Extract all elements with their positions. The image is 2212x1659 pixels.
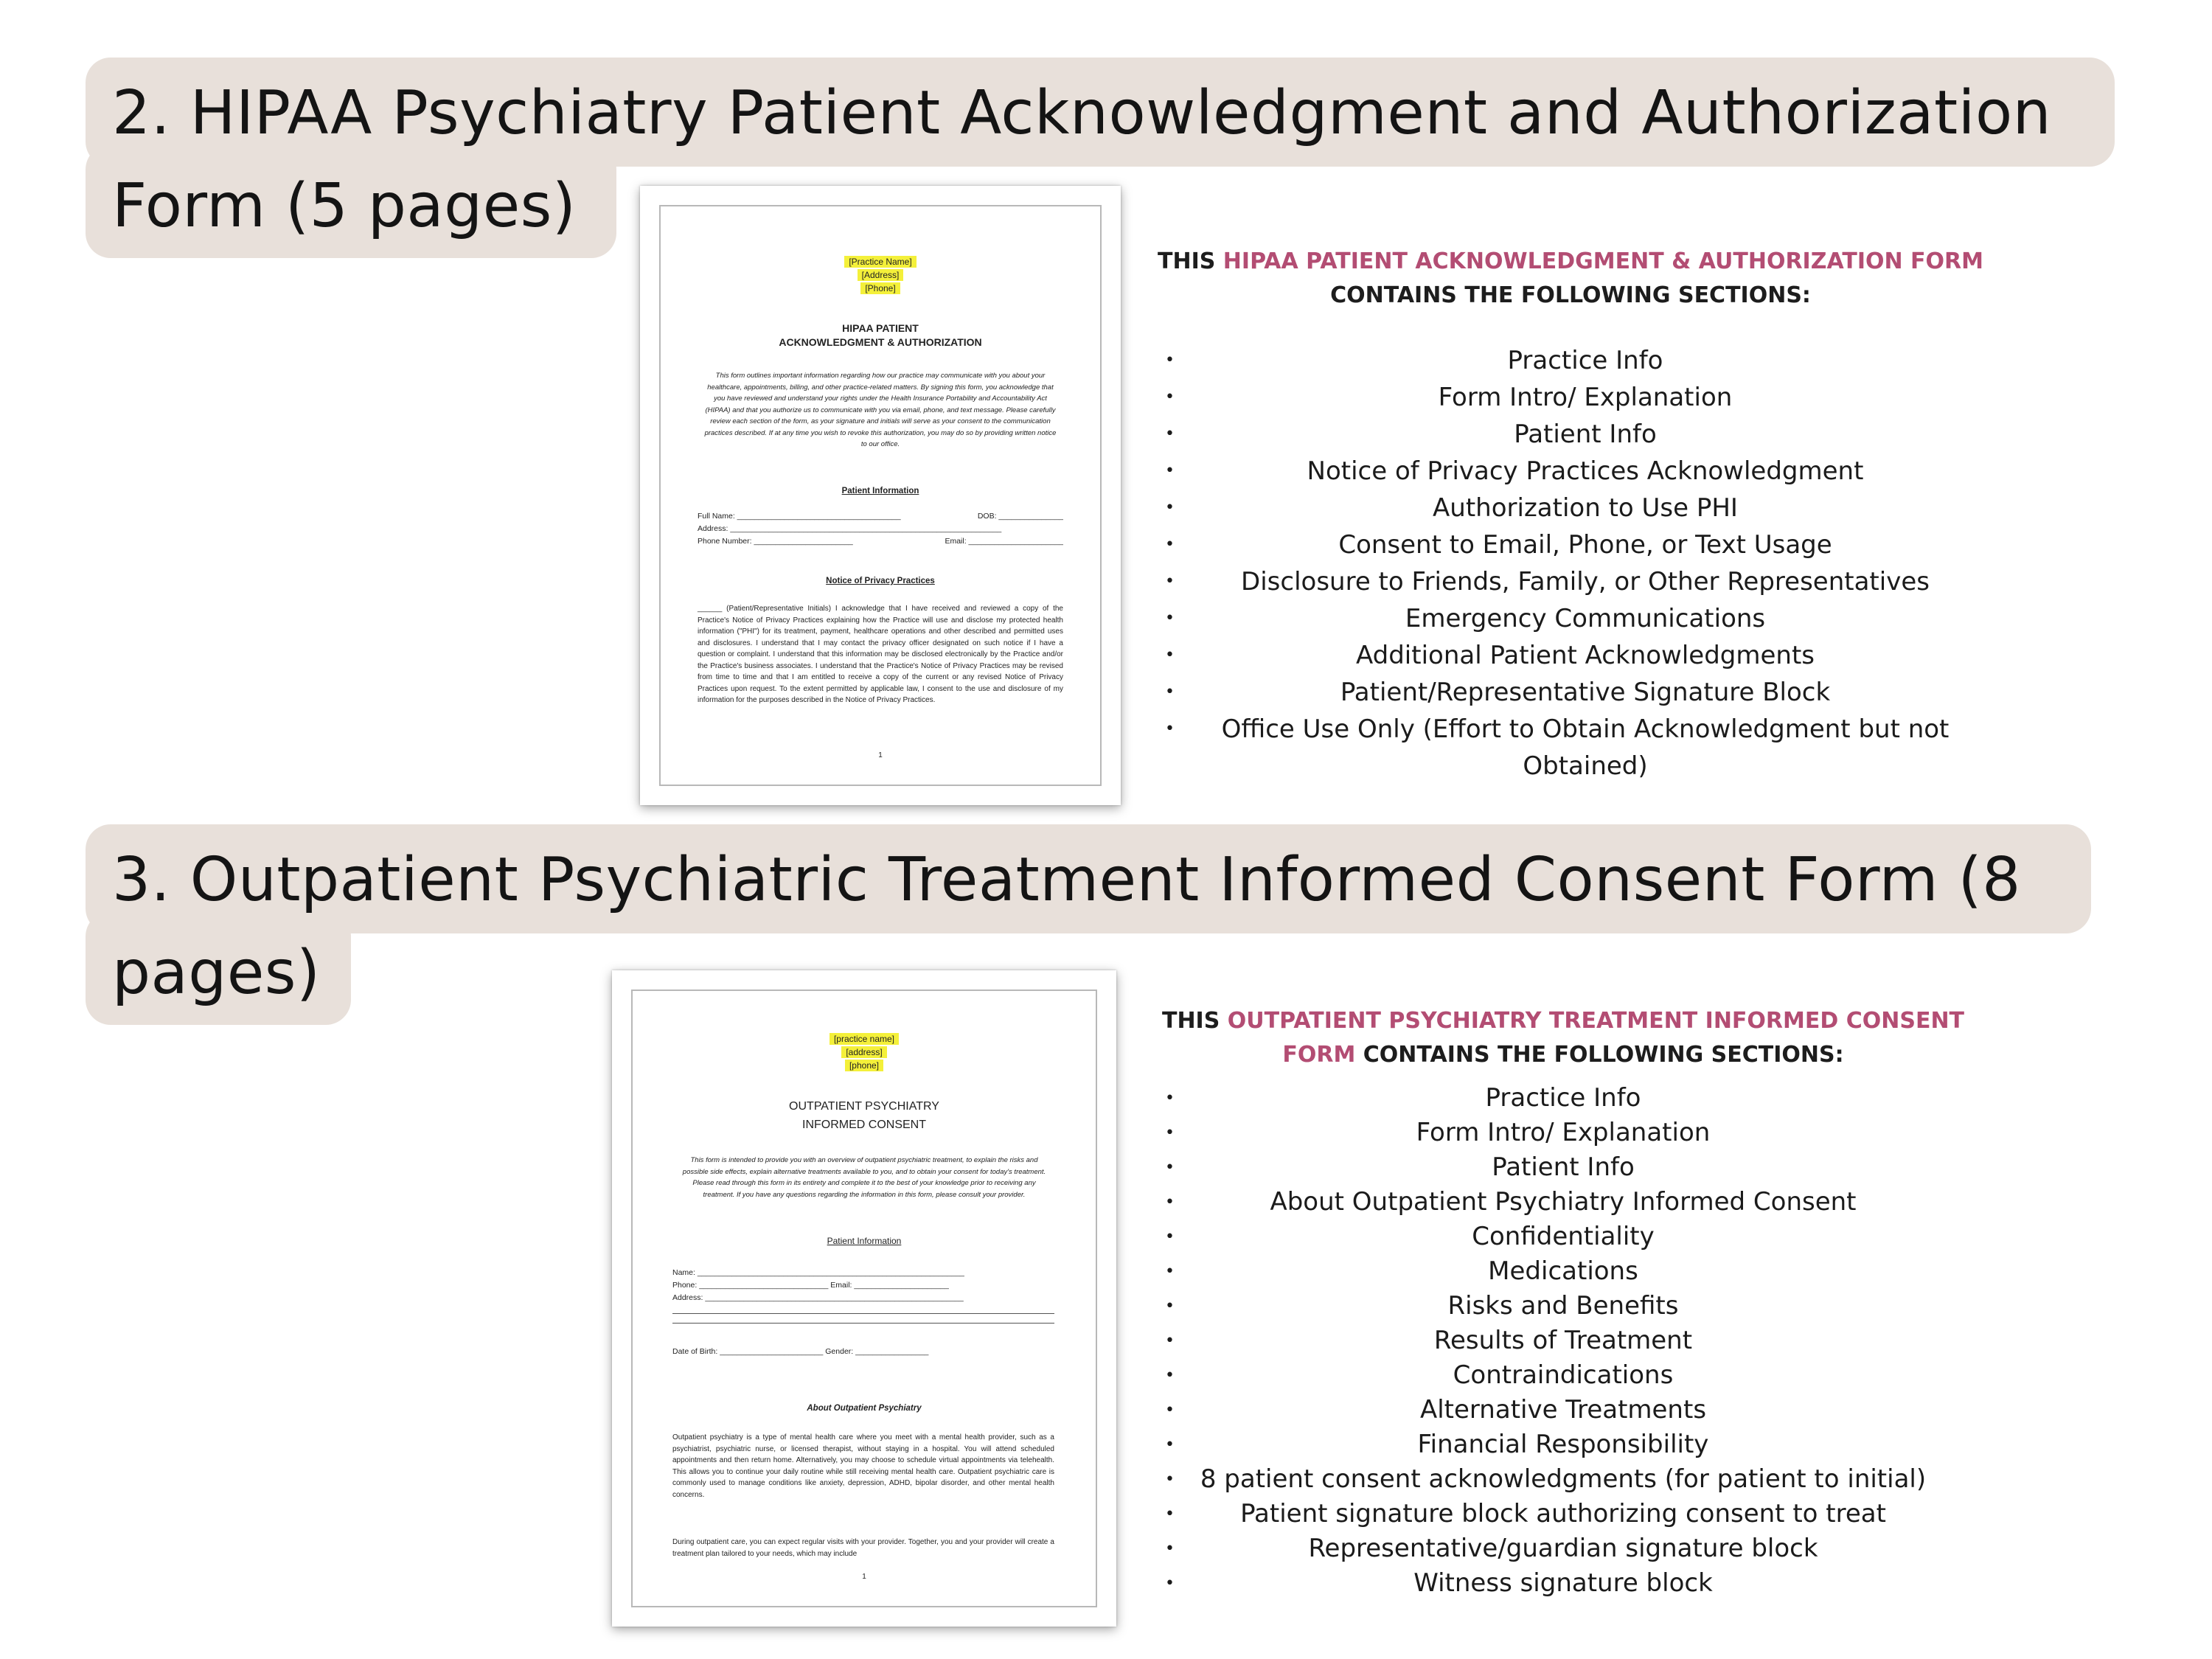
bullet-icon: •	[1165, 1436, 1175, 1454]
section-list-item-text: Office Use Only (Effort to Obtain Acknowledgment but not	[1221, 714, 1950, 744]
section3-heading-line1: 3. Outpatient Psychiatric Treatment Informed Consent Form (8	[112, 845, 2021, 915]
section2-sections-title: THIS HIPAA PATIENT ACKNOWLEDGMENT & AUTHORIZATION FORM CONTAINS THE FOLLOWING SECTIONS:	[1158, 248, 1983, 308]
section-list-item-text: Patient signature block authorizing consent to treat	[1240, 1499, 1886, 1528]
section-list-item	[1165, 379, 2006, 416]
form-title-line2: INFORMED CONSENT	[802, 1119, 926, 1131]
section2-heading-line1: 2. HIPAA Psychiatry Patient Acknowledgment and Authorization	[112, 78, 2052, 148]
section-list-item-text: Notice of Privacy Practices Acknowledgment	[1307, 456, 1864, 486]
bullet-icon: •	[1165, 1297, 1175, 1315]
section-list-item-text: Results of Treatment	[1433, 1326, 1693, 1355]
section-list-item	[1165, 526, 2006, 563]
bullet-icon: •	[1165, 1089, 1175, 1107]
bullet-icon: •	[1165, 609, 1175, 627]
field-address: Address: _______________________________________________________________	[698, 524, 1002, 533]
section-list-item-text: Authorization to Use PHI	[1433, 493, 1738, 523]
field-dob: Date of Birth: ________________________ Gender: _________________	[672, 1347, 929, 1356]
section-list-item	[1165, 342, 2006, 379]
section-list-item-text: Witness signature block	[1413, 1568, 1713, 1598]
form-name-accent: OUTPATIENT PSYCHIATRY TREATMENT INFORMED CONSENT	[1227, 1008, 1965, 1034]
section-list-item-text: Practice Info	[1485, 1083, 1641, 1113]
section-list-item-text: Medications	[1488, 1256, 1638, 1286]
bullet-icon: •	[1165, 535, 1175, 554]
form-title-line1: OUTPATIENT PSYCHIATRY	[789, 1100, 939, 1113]
section-list-item	[1150, 1150, 1976, 1185]
about-body: Outpatient psychiatry is a type of mental health care where you meet with a mental health provider, such as a psychiatrist, psychiatric nurse, or licensed therapist, without staying in a hospital. You will attend scheduled appointments and then return home. Alternatively, you may choose to schedule virtual appointments via telehealth. This allows you to continue your daily routine while still receiving mental health care. Outpatient psychiatric care is commonly used to manage conditions like anxiety, depression, ADHD, bipolar disorder, and other mental health concerns.	[672, 1433, 1054, 1499]
section-list-item	[1150, 1427, 1976, 1462]
bullet-icon: •	[1165, 683, 1175, 701]
section-list-item	[1165, 600, 2006, 637]
section-list-item-text: Contraindications	[1453, 1360, 1674, 1390]
section-list-item	[1150, 1081, 1976, 1116]
section-list-item	[1165, 563, 2006, 600]
privacy-heading: Notice of Privacy Practices	[826, 577, 935, 585]
bullet-icon: •	[1165, 572, 1175, 591]
phone-placeholder: [Phone]	[860, 282, 900, 294]
section-list-item	[1165, 637, 2006, 674]
section-list-item	[1150, 1324, 1976, 1358]
bullet-icon: •	[1165, 1470, 1175, 1489]
form-intro-text: This form outlines important information regarding how our practice may communicate with you about your healthcare, appointments, billing, and other practice-related matters. By signing this form, you acknowledge that you have reviewed and understand your rights under the Health Insurance Portability and Accountability Act (HIPAA) and that you authorize us to communicate with you via email, phone, and text message. Please carefully review each section of the form, as your signature and initials will serve as your consent to the communication practices described. If at any time you wish to revoke this authorization, you may do so by providing written notice to our office.	[704, 372, 1057, 448]
section-list-item	[1165, 748, 2006, 785]
section-list-item-text: Form Intro/ Explanation	[1416, 1118, 1711, 1147]
section-list-item-text: Representative/guardian signature block	[1308, 1534, 1818, 1563]
section-list-item	[1150, 1566, 1976, 1601]
section-list-item-text: Patient Info	[1492, 1152, 1635, 1182]
hipaa-form-page-border	[659, 205, 1102, 786]
section-list-item	[1150, 1254, 1976, 1289]
page-number: 1	[862, 1573, 866, 1581]
section-list-item-text: Risks and Benefits	[1447, 1291, 1679, 1321]
bullet-icon: •	[1165, 462, 1175, 480]
page-number: 1	[878, 751, 883, 759]
bullet-icon: •	[1165, 1158, 1175, 1177]
consent-form-page-border	[631, 990, 1097, 1607]
bullet-icon: •	[1165, 1332, 1175, 1350]
section-list-item-text: Practice Info	[1507, 346, 1663, 375]
bullet-icon: •	[1165, 1193, 1175, 1211]
section-list-item	[1150, 1358, 1976, 1393]
section-list-item-text: Patient/Representative Signature Block	[1340, 678, 1831, 707]
about-body-2: During outpatient care, you can expect regular visits with your provider. Together, you and your provider will create a treatment plan tailored to your needs, which may include	[672, 1538, 1054, 1558]
section-list-item-text: Consent to Email, Phone, or Text Usage	[1338, 530, 1832, 560]
field-address: Address: ____________________________________________________________	[672, 1293, 964, 1302]
section-list-item-text: Obtained)	[1523, 751, 1648, 781]
bullet-icon: •	[1165, 1262, 1175, 1281]
form-intro-text: This form is intended to provide you with an overview of outpatient psychiatric treatment, to explain the risks and possible side effects, explain alternative treatments available to you, and to obtain your consent for today's treatment. Please read through this form in its entirety and complete it to the best of your knowledge prior to receiving any treatment. If you have any questions regarding the information in this form, please consult your provider.	[682, 1156, 1046, 1199]
field-name: Name: ______________________________________________________________	[672, 1268, 964, 1277]
section3-list	[1150, 1081, 1976, 1601]
section-list-item	[1150, 1393, 1976, 1427]
section-list-item	[1150, 1531, 1976, 1566]
section-list-item-text: Confidentiality	[1472, 1222, 1655, 1251]
section-list-item-text: 8 patient consent acknowledgments (for patient to initial)	[1200, 1464, 1927, 1494]
bullet-icon: •	[1165, 1366, 1175, 1385]
section-list-item	[1150, 1462, 1976, 1497]
section-list-item-text: Emergency Communications	[1405, 604, 1766, 633]
patient-info-heading: Patient Information	[841, 487, 919, 495]
bullet-icon: •	[1165, 351, 1175, 369]
section-list-item	[1165, 711, 2006, 748]
section-list-item-text: Alternative Treatments	[1419, 1395, 1707, 1425]
address-placeholder: [Address]	[858, 269, 904, 281]
section-list-item-text: Financial Responsibility	[1417, 1430, 1709, 1459]
privacy-body: ______ (Patient/Representative Initials) I acknowledge that I have received and reviewed a copy of the Practice's Notice of Privacy Practices explaining how the Practice will use and disclose my protected health information ("PHI") for its treatment, payment, healthcare operations and other described and permitted uses and disclosures. I understand that I may contact the privacy officer designated on such notice if I have a question or complaint. I understand that this information may be disclosed electronically by the Practice and/or the Practice's business associates. I understand that the Practice's Notice of Privacy Practices may be revised from time to time and that I am entitled to receive a copy of the current or any revised Notice of Privacy Practices upon request. To the extent permitted by applicable law, I consent to the use and disclosure of my information for the purposes described in the Notice of Privacy Practices.	[698, 605, 1063, 704]
section2-heading-line2: Form (5 pages)	[112, 171, 577, 241]
section-list-item-text: Additional Patient Acknowledgments	[1355, 641, 1815, 670]
practice-name-placeholder: [practice name]	[830, 1033, 899, 1045]
section3-sections-title: THIS OUTPATIENT PSYCHIATRY TREATMENT INFORMED CONSENT FORM CONTAINS THE FOLLOWING SECTIONS:	[1161, 1008, 1965, 1068]
section3-heading-line2: pages)	[112, 938, 321, 1008]
section-list-item	[1150, 1497, 1976, 1531]
bullet-icon: •	[1165, 498, 1175, 517]
bullet-icon: •	[1165, 1228, 1175, 1246]
field-full-name: Full Name: ______________________________________	[698, 512, 901, 521]
address-placeholder: [address]	[841, 1046, 886, 1058]
bullet-icon: •	[1165, 720, 1175, 738]
section2-list	[1165, 342, 2006, 785]
field-phone: Phone Number: _______________________	[698, 537, 853, 546]
consent-form-preview	[612, 970, 1116, 1627]
about-heading: About Outpatient Psychiatry	[807, 1404, 922, 1413]
form-title-line2: ACKNOWLEDGMENT & AUTHORIZATION	[779, 336, 982, 348]
field-email: Email: ______________________	[945, 537, 1063, 546]
phone-placeholder: [phone]	[845, 1060, 883, 1071]
section-list-item	[1150, 1185, 1976, 1220]
section-list-item	[1150, 1289, 1976, 1324]
bullet-icon: •	[1165, 646, 1175, 664]
field-phone: Phone: ______________________________ Email: ______________________	[672, 1281, 949, 1290]
bullet-icon: •	[1165, 1574, 1175, 1593]
section-list-item-text: Patient Info	[1514, 420, 1657, 449]
form-name-accent: HIPAA PATIENT ACKNOWLEDGMENT & AUTHORIZATION FORM	[1222, 248, 1983, 274]
section-list-item	[1150, 1220, 1976, 1254]
form-title-line1: HIPAA PATIENT	[842, 322, 919, 334]
section-list-item-text: About Outpatient Psychiatry Informed Consent	[1270, 1187, 1857, 1217]
bullet-icon: •	[1165, 1124, 1175, 1142]
bullet-icon: •	[1165, 1505, 1175, 1523]
section-list-item	[1150, 1116, 1976, 1150]
section-list-item	[1165, 674, 2006, 711]
section-list-item-text: Form Intro/ Explanation	[1438, 383, 1733, 412]
section-list-item-text: Disclosure to Friends, Family, or Other Representatives	[1241, 567, 1930, 597]
field-dob: DOB: _______________	[977, 512, 1063, 521]
bullet-icon: •	[1165, 1540, 1175, 1558]
hipaa-form-preview	[640, 186, 1121, 805]
practice-name-placeholder: [Practice Name]	[844, 256, 916, 268]
bullet-icon: •	[1165, 425, 1175, 443]
section-list-item	[1165, 453, 2006, 490]
bullet-icon: •	[1165, 388, 1175, 406]
section-list-item	[1165, 416, 2006, 453]
bullet-icon: •	[1165, 1401, 1175, 1419]
patient-info-heading: Patient Information	[827, 1236, 902, 1246]
section-list-item	[1165, 490, 2006, 526]
